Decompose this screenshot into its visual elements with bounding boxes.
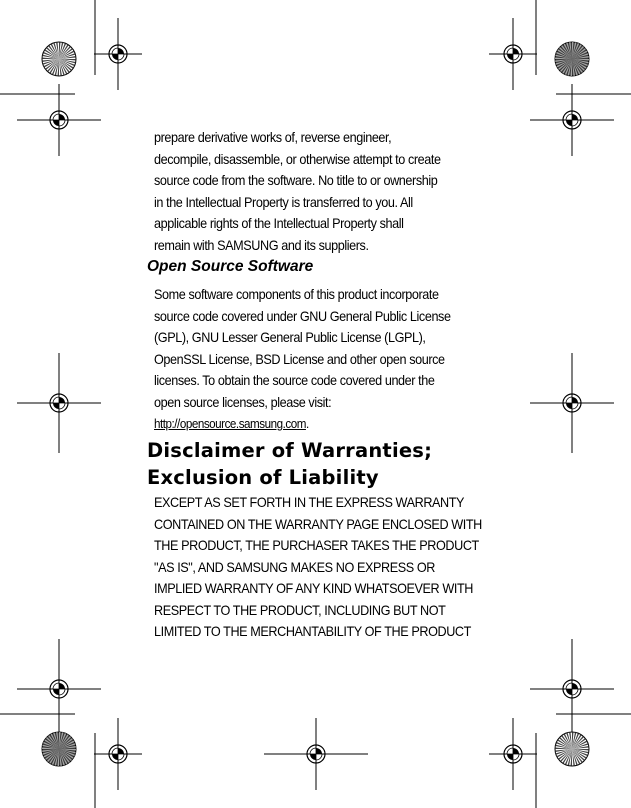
registration-crosshair-icon <box>17 84 101 156</box>
text-line: Some software components of this product incorporate <box>154 287 439 302</box>
text-line: EXCEPT AS SET FORTH IN THE EXPRESS WARRANTY <box>154 495 465 510</box>
registration-crosshair-icon <box>489 718 537 790</box>
text-line: "AS IS", AND SAMSUNG MAKES NO EXPRESS OR <box>154 559 435 575</box>
text-line: in the Intellectual Property is transferred to you. All <box>154 194 413 210</box>
open-source-link[interactable]: http://opensource.samsung.com <box>154 417 306 431</box>
heading-line: Disclaimer of Warranties; <box>147 439 433 462</box>
text-line: open source licenses, please visit: <box>154 394 332 410</box>
text-line: LIMITED TO THE MERCHANTABILITY OF THE PRODUCT <box>154 624 471 639</box>
registration-crosshair-icon <box>264 718 368 790</box>
registration-crosshair-icon <box>17 353 101 453</box>
text-line: OpenSSL License, BSD License and other open source <box>154 351 445 367</box>
section-heading <box>147 437 432 491</box>
text-line: (GPL), GNU Lesser General Public License (LGPL), <box>154 330 426 345</box>
registration-crosshair-icon <box>94 18 142 90</box>
registration-crosshair-icon <box>489 18 537 90</box>
star-target-icon <box>555 732 589 766</box>
text-line: source code covered under GNU General Public License <box>154 308 451 324</box>
star-target-icon <box>42 732 76 766</box>
registration-crosshair-icon <box>530 84 614 156</box>
text-line: decompile, disassemble, or otherwise attempt to create <box>154 151 441 167</box>
paragraph-open-source <box>154 284 451 413</box>
paragraph-disclaimer <box>154 492 482 643</box>
star-target-icon <box>555 42 589 76</box>
registration-crosshair-icon <box>17 639 101 739</box>
text-line: source code from the software. No title to or ownership <box>154 173 438 188</box>
heading-line: Exclusion of Liability <box>147 466 379 489</box>
text-line: remain with SAMSUNG and its suppliers. <box>154 237 369 253</box>
text-line: RESPECT TO THE PRODUCT, INCLUDING BUT NOT <box>154 602 446 618</box>
text-line: THE PRODUCT, THE PURCHASER TAKES THE PRODUCT <box>154 538 479 553</box>
open-source-link-line <box>154 414 309 434</box>
registration-crosshair-icon <box>94 718 142 790</box>
registration-crosshair-icon <box>530 639 614 739</box>
text-line: licenses. To obtain the source code covered under the <box>154 373 435 388</box>
text-line: IMPLIED WARRANTY OF ANY KIND WHATSOEVER WITH <box>154 581 473 596</box>
text-line: CONTAINED ON THE WARRANTY PAGE ENCLOSED WITH <box>154 516 482 532</box>
registration-crosshair-icon <box>530 353 614 453</box>
star-target-icon <box>42 42 76 76</box>
section-subheading: Open Source Software <box>147 258 314 275</box>
text-line: applicable rights of the Intellectual Property shall <box>154 216 404 231</box>
paragraph-license-restrictions <box>154 127 441 256</box>
text-line: prepare derivative works of, reverse engineer, <box>154 130 392 145</box>
link-suffix: . <box>305 417 309 431</box>
